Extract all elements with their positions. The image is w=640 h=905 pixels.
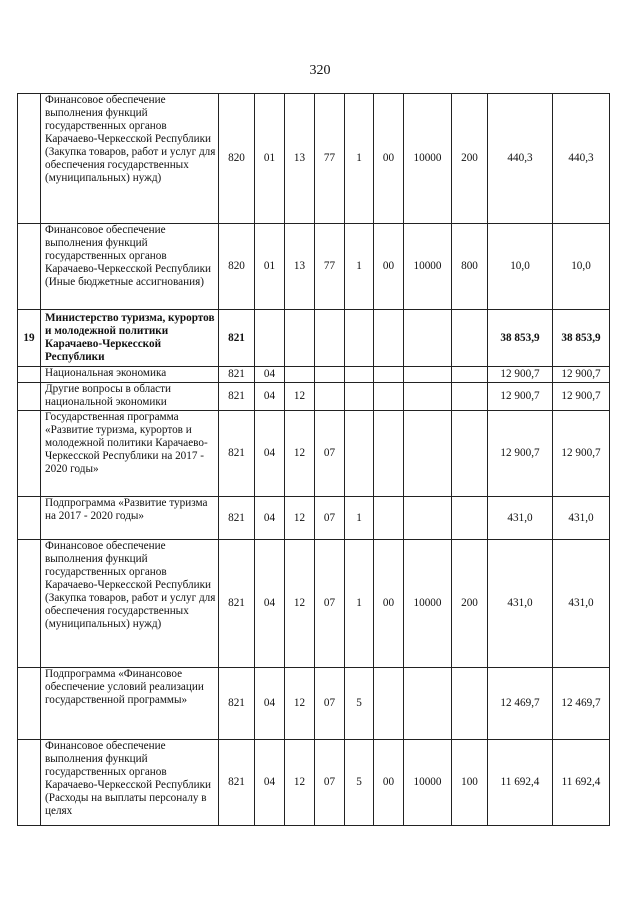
cell-subsection: [285, 310, 315, 367]
row-description: Финансовое обеспечение выполнения функций государственных органов Карачаево-Черкесской Республики (Расходы на выплаты персоналу в целях: [41, 740, 219, 826]
row-index: [18, 668, 41, 740]
cell-section: 04: [255, 668, 285, 740]
cell-section: 04: [255, 411, 285, 497]
cell-direction: 10000: [404, 224, 452, 310]
row-index: [18, 367, 41, 383]
cell-program: [315, 310, 345, 367]
cell-subprogram: 5: [345, 668, 374, 740]
cell-activity: [374, 310, 404, 367]
table-row: [18, 668, 610, 740]
cell-activity: 00: [374, 740, 404, 826]
cell-direction: 10000: [404, 540, 452, 668]
cell-sum-1: 12 900,7: [488, 367, 553, 383]
cell-subsection: 12: [285, 740, 315, 826]
table-row: [18, 367, 610, 383]
cell-program: 07: [315, 740, 345, 826]
cell-ministry: 821: [219, 310, 255, 367]
cell-direction: [404, 367, 452, 383]
cell-direction: [404, 310, 452, 367]
cell-sum-1: 12 900,7: [488, 383, 553, 411]
table-row-ministry: [18, 310, 610, 367]
cell-activity: [374, 668, 404, 740]
cell-subprogram: 1: [345, 497, 374, 540]
cell-ministry: 821: [219, 383, 255, 411]
cell-sum-1: 38 853,9: [488, 310, 553, 367]
cell-program: 77: [315, 94, 345, 224]
budget-table: [17, 93, 610, 826]
row-index: [18, 740, 41, 826]
cell-activity: [374, 383, 404, 411]
cell-program: [315, 367, 345, 383]
cell-program: 07: [315, 668, 345, 740]
row-index: [18, 540, 41, 668]
table-row: [18, 740, 610, 826]
cell-sum-2: 431,0: [553, 497, 610, 540]
table-row: [18, 383, 610, 411]
cell-subprogram: 1: [345, 94, 374, 224]
table-row: [18, 411, 610, 497]
cell-expense-type: 800: [452, 224, 488, 310]
table-body: [18, 94, 610, 826]
cell-expense-type: 200: [452, 540, 488, 668]
table-row: [18, 224, 610, 310]
cell-activity: [374, 411, 404, 497]
table-row: [18, 540, 610, 668]
cell-sum-1: 431,0: [488, 497, 553, 540]
row-description: Другие вопросы в области национальной экономики: [41, 383, 219, 411]
cell-ministry: 820: [219, 224, 255, 310]
cell-expense-type: [452, 310, 488, 367]
cell-program: 77: [315, 224, 345, 310]
cell-expense-type: [452, 367, 488, 383]
cell-sum-1: 11 692,4: [488, 740, 553, 826]
cell-expense-type: [452, 383, 488, 411]
cell-section: 04: [255, 540, 285, 668]
cell-subprogram: [345, 367, 374, 383]
cell-sum-2: 11 692,4: [553, 740, 610, 826]
cell-subsection: 12: [285, 411, 315, 497]
cell-ministry: 820: [219, 94, 255, 224]
cell-direction: [404, 383, 452, 411]
row-index: [18, 497, 41, 540]
table-row: [18, 94, 610, 224]
cell-subsection: 12: [285, 497, 315, 540]
cell-sum-1: 431,0: [488, 540, 553, 668]
row-description: Министерство туризма, курортов и молодежной политики Карачаево-Черкесской Республики: [41, 310, 219, 367]
cell-expense-type: 100: [452, 740, 488, 826]
row-description: Финансовое обеспечение выполнения функций государственных органов Карачаево-Черкесской Республики (Закупка товаров, работ и услуг для обеспечения государственных (муниципальных) нужд): [41, 94, 219, 224]
cell-sum-2: 38 853,9: [553, 310, 610, 367]
cell-ministry: 821: [219, 497, 255, 540]
cell-sum-2: 12 900,7: [553, 411, 610, 497]
row-description: Финансовое обеспечение выполнения функций государственных органов Карачаево-Черкесской Республики (Иные бюджетные ассигнования): [41, 224, 219, 310]
page-number: 320: [309, 63, 331, 78]
row-index: [18, 94, 41, 224]
row-description: Подпрограмма «Финансовое обеспечение условий реализации государственной программы»: [41, 668, 219, 740]
cell-direction: [404, 497, 452, 540]
row-index: 19: [18, 310, 41, 367]
cell-ministry: 821: [219, 668, 255, 740]
cell-section: 04: [255, 497, 285, 540]
cell-ministry: 821: [219, 367, 255, 383]
cell-activity: 00: [374, 540, 404, 668]
cell-sum-1: 12 469,7: [488, 668, 553, 740]
cell-subprogram: 1: [345, 540, 374, 668]
cell-activity: 00: [374, 224, 404, 310]
row-index: [18, 411, 41, 497]
cell-subsection: 13: [285, 224, 315, 310]
cell-direction: 10000: [404, 94, 452, 224]
row-description: Финансовое обеспечение выполнения функций государственных органов Карачаево-Черкесской Республики (Закупка товаров, работ и услуг для обеспечения государственных (муниципальных) нужд): [41, 540, 219, 668]
cell-subsection: 13: [285, 94, 315, 224]
cell-subsection: 12: [285, 668, 315, 740]
cell-ministry: 821: [219, 411, 255, 497]
cell-program: 07: [315, 497, 345, 540]
cell-section: 01: [255, 94, 285, 224]
cell-subprogram: [345, 310, 374, 367]
cell-direction: [404, 411, 452, 497]
cell-direction: [404, 668, 452, 740]
row-index: [18, 383, 41, 411]
cell-section: 04: [255, 740, 285, 826]
cell-program: 07: [315, 411, 345, 497]
cell-sum-2: 12 900,7: [553, 367, 610, 383]
cell-direction: 10000: [404, 740, 452, 826]
row-index: [18, 224, 41, 310]
cell-expense-type: 200: [452, 94, 488, 224]
cell-activity: [374, 497, 404, 540]
cell-ministry: 821: [219, 740, 255, 826]
row-description: Государственная программа «Развитие туризма, курортов и молодежной политики Карачаево-Черкесской Республики на 2017 - 2020 годы»: [41, 411, 219, 497]
cell-expense-type: [452, 497, 488, 540]
cell-subsection: 12: [285, 383, 315, 411]
cell-subprogram: [345, 383, 374, 411]
cell-subprogram: 1: [345, 224, 374, 310]
cell-sum-2: 12 900,7: [553, 383, 610, 411]
cell-activity: 00: [374, 94, 404, 224]
cell-expense-type: [452, 668, 488, 740]
cell-section: [255, 310, 285, 367]
cell-sum-2: 440,3: [553, 94, 610, 224]
cell-subsection: [285, 367, 315, 383]
cell-subprogram: [345, 411, 374, 497]
cell-sum-1: 440,3: [488, 94, 553, 224]
cell-program: [315, 383, 345, 411]
cell-program: 07: [315, 540, 345, 668]
cell-sum-1: 10,0: [488, 224, 553, 310]
row-description: Национальная экономика: [41, 367, 219, 383]
cell-section: 01: [255, 224, 285, 310]
cell-ministry: 821: [219, 540, 255, 668]
cell-sum-2: 431,0: [553, 540, 610, 668]
cell-sum-2: 10,0: [553, 224, 610, 310]
cell-sum-2: 12 469,7: [553, 668, 610, 740]
cell-section: 04: [255, 367, 285, 383]
row-description: Подпрограмма «Развитие туризма на 2017 - 2020 годы»: [41, 497, 219, 540]
cell-subsection: 12: [285, 540, 315, 668]
cell-activity: [374, 367, 404, 383]
cell-expense-type: [452, 411, 488, 497]
table-row: [18, 497, 610, 540]
cell-sum-1: 12 900,7: [488, 411, 553, 497]
cell-section: 04: [255, 383, 285, 411]
cell-subprogram: 5: [345, 740, 374, 826]
